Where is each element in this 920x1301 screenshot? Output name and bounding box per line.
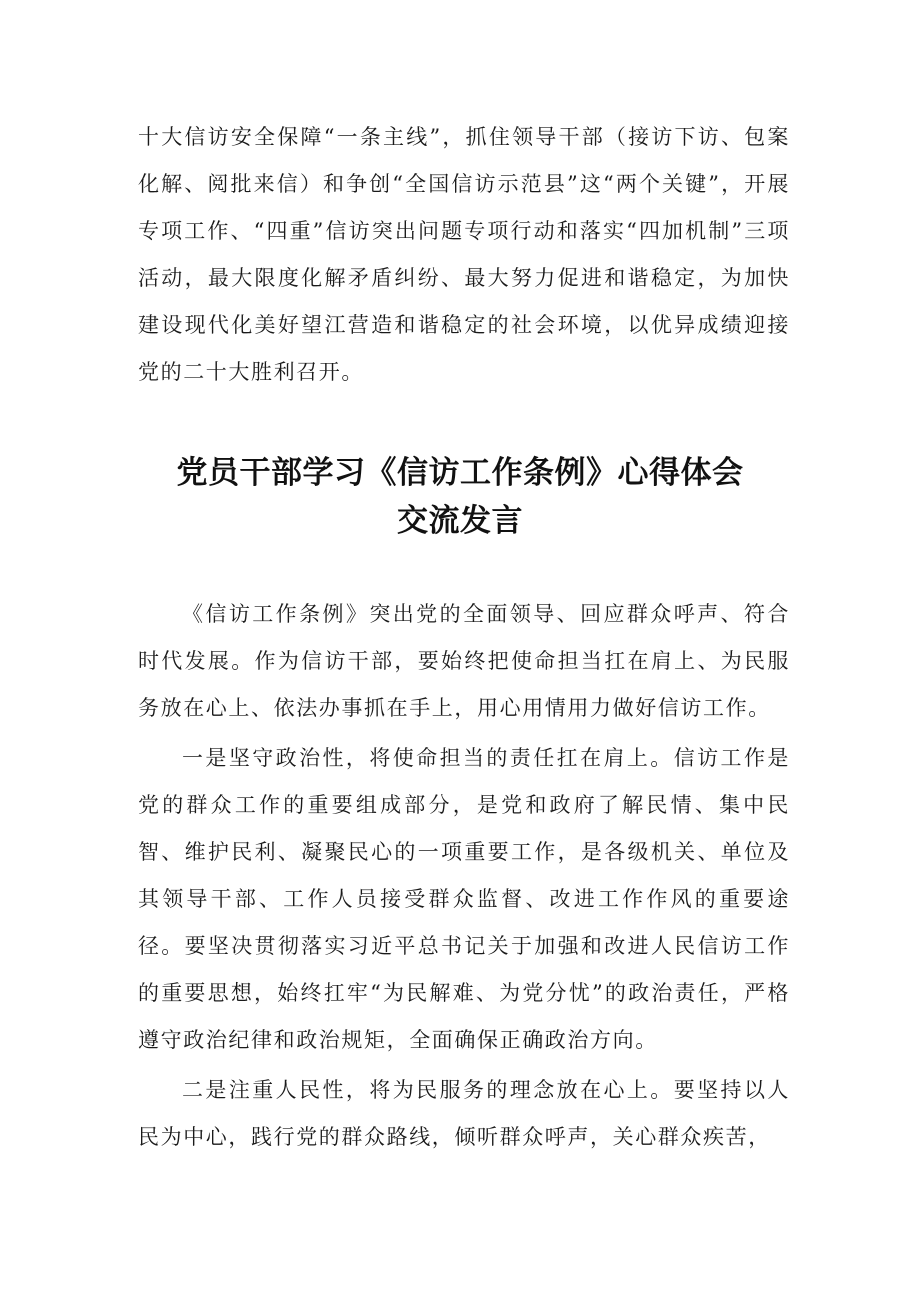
document-title-line-2: 交流发言 [397, 503, 523, 539]
document-title-line-1: 党员干部学习《信访工作条例》心得体会 [176, 455, 744, 491]
paragraph-point-two: 二是注重人民性，将为民服务的理念放在心上。要坚持以人民为中心，践行党的群众路线，倾听群众呼声，关心群众疾苦， [138, 1078, 790, 1149]
paragraph-point-one: 一是坚守政治性，将使命担当的责任扛在肩上。信访工作是党的群众工作的重要组成部分，是党和政府了解民情、集中民智、维护民利、凝聚民心的一项重要工作，是各级机关、单位及其领导干部、工作人员接受群众监督、改进工作作风的重要途径。要坚决贯彻落实习近平总书记关于加强和改进人民信访工作的重要思想，始终扛牢“为民解难、为党分忧”的政治责任，严格遵守政治纪律和政治规矩，全面确保正确政治方向。 [138, 746, 790, 1052]
intro-continuation-paragraph: 十大信访安全保障“一条主线”，抓住领导干部（接访下访、包案化解、阅批来信）和争创“全国信访示范县”这“两个关键”，开展专项工作、“四重”信访突出问题专项行动和落实“四加机制”三项活动，最大限度化解矛盾纠纷、最大努力促进和谐稳定，为加快建设现代化美好望江营造和谐稳定的社会环境，以优异成绩迎接党的二十大胜利召开。 [138, 125, 790, 384]
paragraph-summary: 《信访工作条例》突出党的全面领导、回应群众呼声、符合时代发展。作为信访干部，要始终把使命担当扛在肩上、为民服务放在心上、依法办事抓在手上，用心用情用力做好信访工作。 [138, 602, 790, 720]
